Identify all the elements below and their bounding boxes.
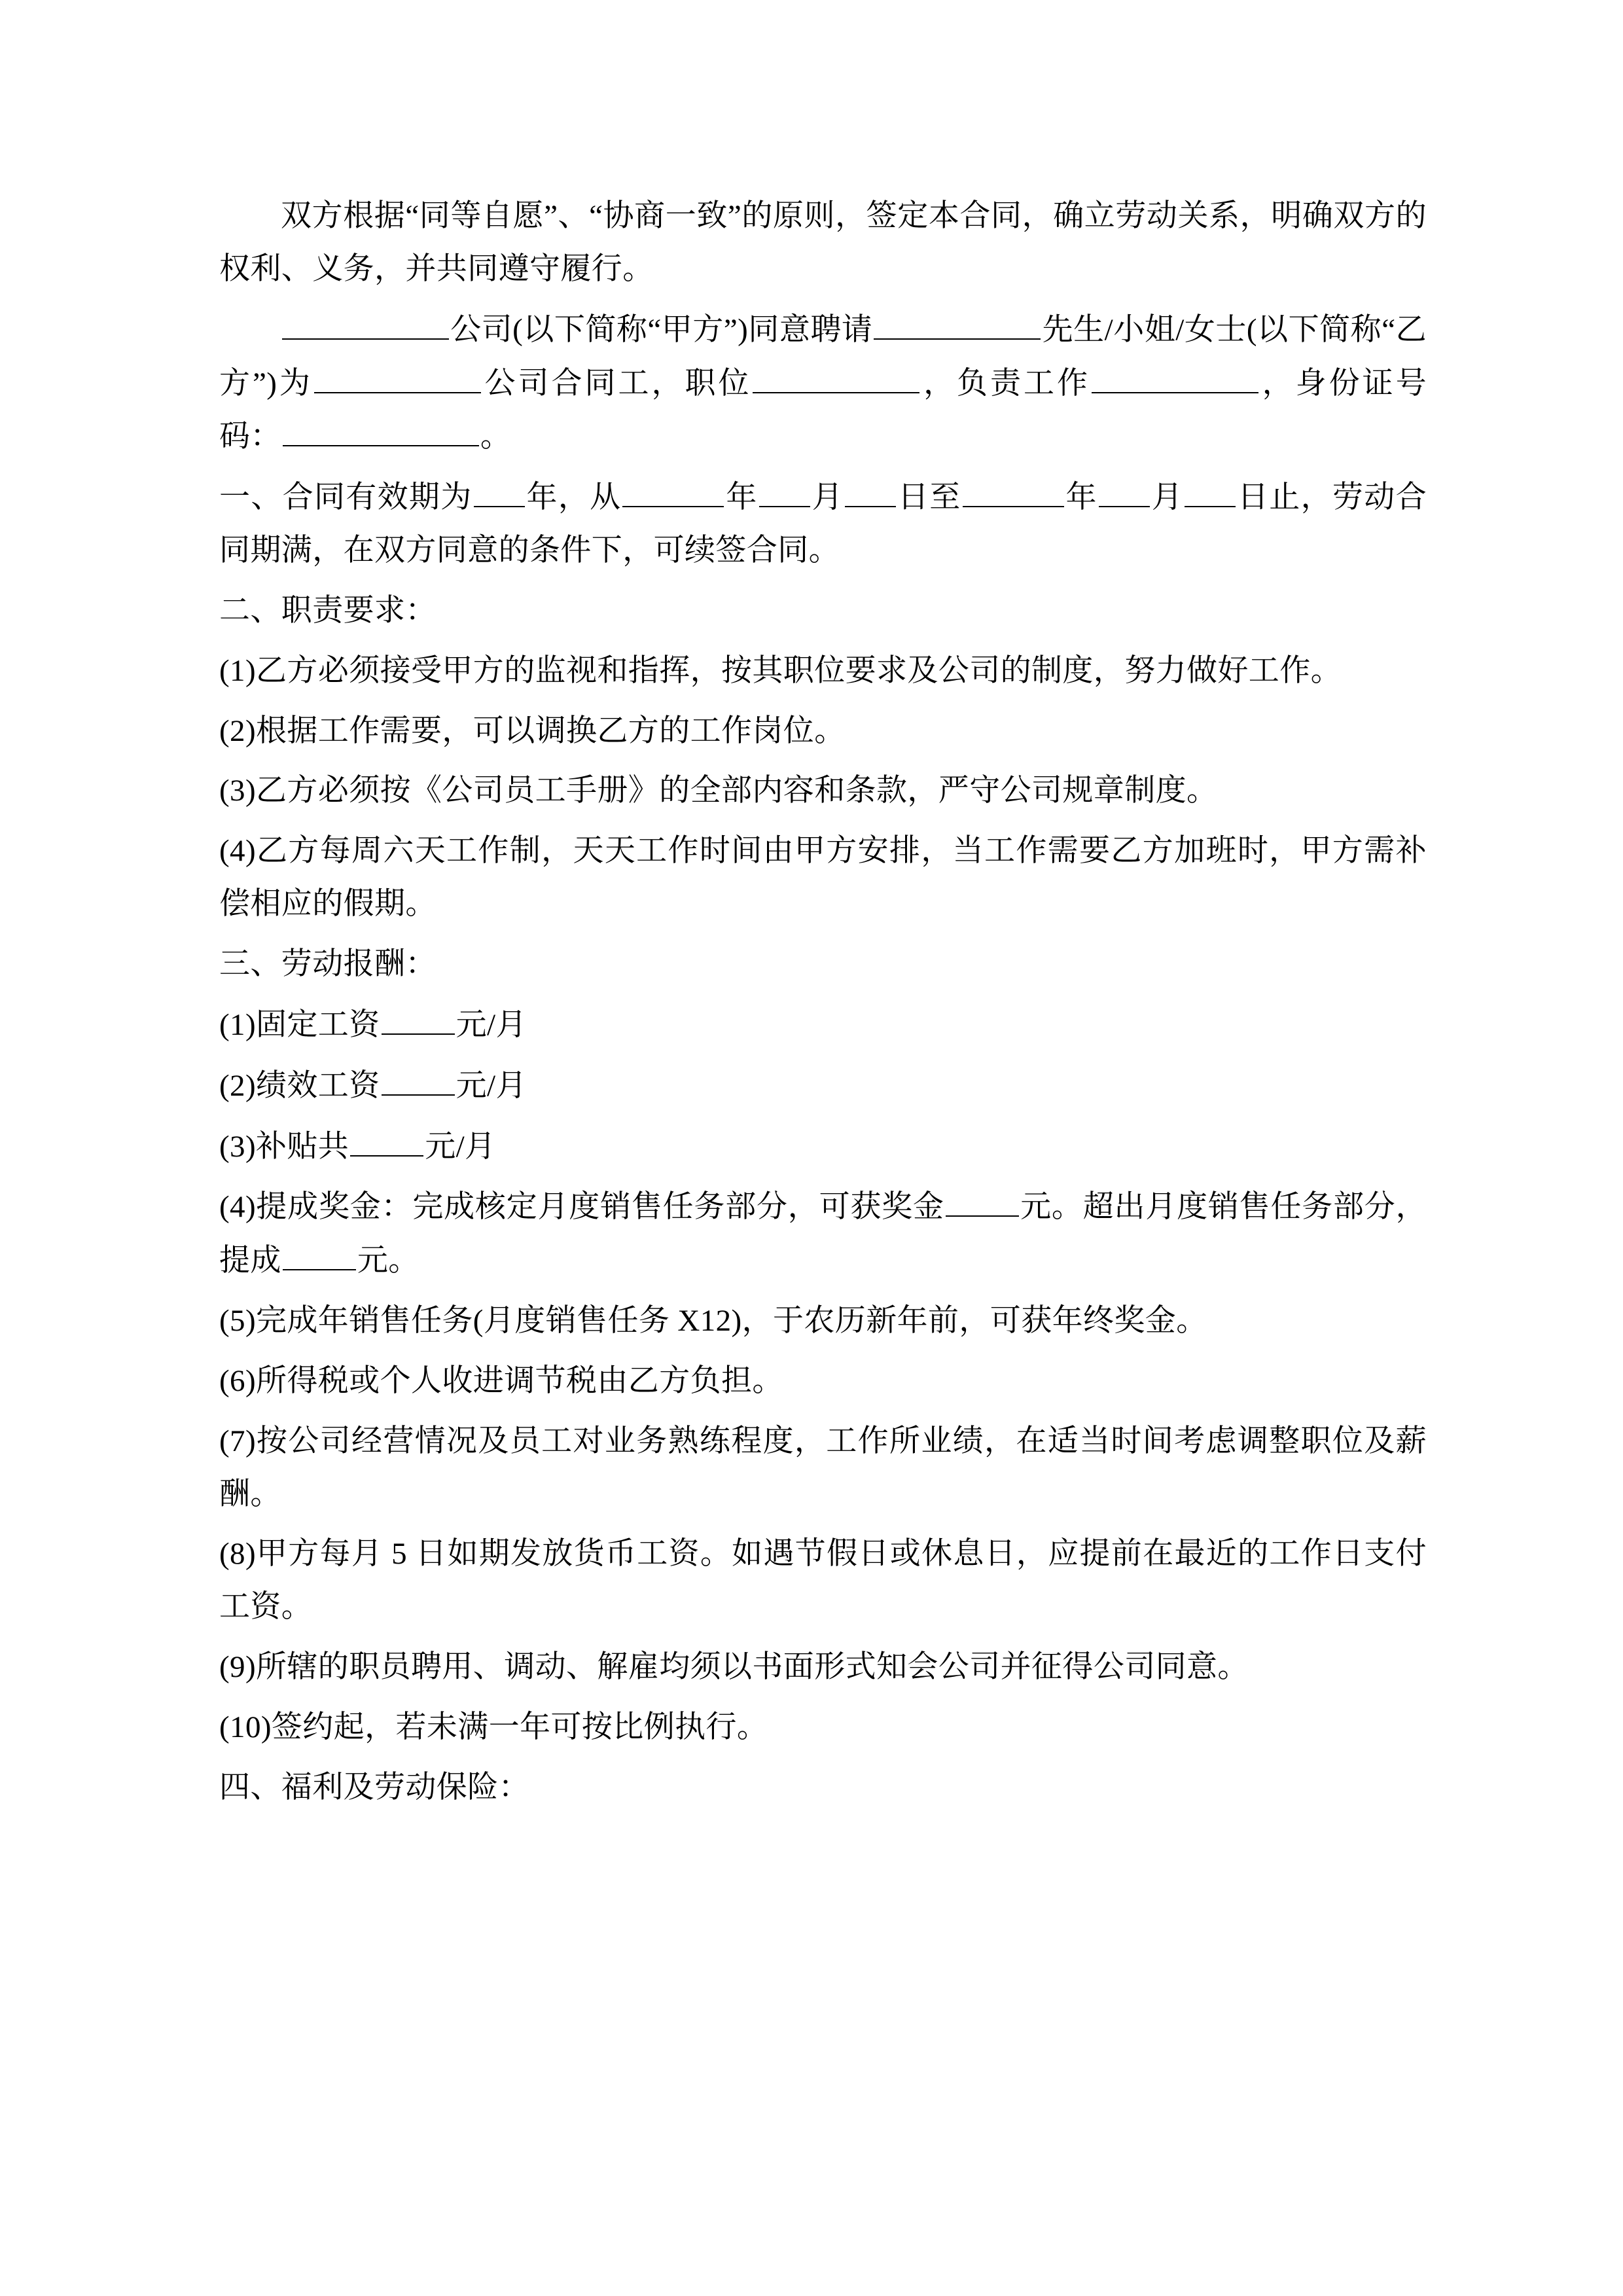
fill-in-blank[interactable] <box>759 471 810 507</box>
paragraph-text: 双方根据“同等自愿”、“协商一致”的原则，签定本合同，确立劳动关系，明确双方的权利、义务，并共同遵守履行。 <box>219 199 1427 286</box>
fill-in-blank[interactable] <box>283 1234 356 1270</box>
paragraph-text: (2)绩效工资 <box>219 1068 380 1103</box>
contract-paragraph <box>219 1180 1427 1287</box>
contract-paragraph <box>219 471 1427 577</box>
contract-paragraph <box>219 1355 1427 1408</box>
contract-paragraph <box>219 1701 1427 1754</box>
paragraph-text: 日止，劳动合同期满，在双方同意的条件下，可续签合同。 <box>219 480 1427 568</box>
paragraph-text: 元/月 <box>425 1129 496 1164</box>
contract-paragraph <box>219 705 1427 758</box>
paragraph-text: 四、福利及劳动保险： <box>219 1770 529 1804</box>
contract-paragraph <box>219 1761 1427 1814</box>
contract-paragraph <box>219 584 1427 637</box>
paragraph-text: 先生/小姐/女士(以下简称“乙方”)为 <box>219 312 1427 401</box>
paragraph-text: ，身份证号码： <box>219 366 1427 454</box>
contract-paragraph <box>219 1641 1427 1694</box>
paragraph-text: (3)乙方必须按《公司员工手册》的全部内容和条款，严守公司规章制度。 <box>219 774 1218 808</box>
paragraph-text: (7)按公司经营情况及员工对业务熟练程度，工作所业绩，在适当时间考虑调整职位及薪酬。 <box>219 1424 1427 1511</box>
fill-in-blank[interactable] <box>474 471 525 507</box>
paragraph-text: 月 <box>1150 480 1184 515</box>
paragraph-text: 。 <box>480 420 512 454</box>
paragraph-text: 元。超出月度销售任务部分，提成 <box>219 1190 1427 1278</box>
paragraph-text: 二、职责要求： <box>219 593 437 628</box>
contract-paragraph <box>219 825 1427 931</box>
paragraph-text: (1)乙方必须接受甲方的监视和指挥，按其职位要求及公司的制度，努力做好工作。 <box>219 653 1342 688</box>
paragraph-text: 元。 <box>357 1244 419 1278</box>
paragraph-text: (3)补贴共 <box>219 1129 349 1164</box>
contract-body <box>219 190 1427 1814</box>
paragraph-text: 公司(以下简称“甲方”)同意聘请 <box>450 312 873 347</box>
fill-in-blank[interactable] <box>753 357 919 393</box>
fill-in-blank[interactable] <box>845 471 896 507</box>
paragraph-text: 元/月 <box>455 1007 527 1042</box>
fill-in-blank[interactable] <box>382 998 455 1035</box>
paragraph-text: 年，从 <box>526 480 622 515</box>
fill-in-blank[interactable] <box>874 303 1041 340</box>
paragraph-text: (4)乙方每周六天工作制，天天工作时间由甲方安排，当工作需要乙方加班时，甲方需补偿相应的假期。 <box>219 834 1427 922</box>
paragraph-text: 月 <box>811 480 844 515</box>
paragraph-text: 元/月 <box>455 1068 527 1103</box>
paragraph-text: 公司合同工，职位 <box>482 366 752 401</box>
paragraph-text: (4)提成奖金：完成核定月度销售任务部分，可获奖金 <box>219 1190 944 1225</box>
fill-in-blank[interactable] <box>1099 471 1150 507</box>
paragraph-text: 年 <box>725 480 758 515</box>
contract-paragraph <box>219 1295 1427 1348</box>
paragraph-text: (1)固定工资 <box>219 1007 380 1042</box>
contract-paragraph <box>219 998 1427 1052</box>
fill-in-blank[interactable] <box>282 303 449 340</box>
contract-paragraph <box>219 645 1427 698</box>
paragraph-text: 日至 <box>897 480 961 515</box>
contract-paragraph <box>219 1120 1427 1174</box>
fill-in-blank[interactable] <box>963 471 1064 507</box>
contract-paragraph <box>219 1528 1427 1634</box>
paragraph-text: (2)根据工作需要，可以调换乙方的工作岗位。 <box>219 713 846 748</box>
fill-in-blank[interactable] <box>1185 471 1236 507</box>
fill-in-blank[interactable] <box>946 1180 1019 1217</box>
contract-paragraph <box>219 764 1427 817</box>
fill-in-blank[interactable] <box>1092 357 1258 393</box>
paragraph-text: ，负责工作 <box>921 366 1091 401</box>
fill-in-blank[interactable] <box>382 1059 455 1096</box>
contract-paragraph <box>219 190 1427 296</box>
paragraph-text: 三、劳动报酬： <box>219 946 437 981</box>
contract-paragraph <box>219 938 1427 991</box>
fill-in-blank[interactable] <box>622 471 724 507</box>
paragraph-text: 年 <box>1065 480 1097 515</box>
paragraph-text: 一、合同有效期为 <box>219 480 473 515</box>
contract-paragraph <box>219 1415 1427 1521</box>
contract-paragraph <box>219 1059 1427 1113</box>
paragraph-text: (10)签约起，若未满一年可按比例执行。 <box>219 1710 768 1744</box>
fill-in-blank[interactable] <box>283 410 479 446</box>
paragraph-text: (6)所得税或个人收进调节税由乙方负担。 <box>219 1363 783 1398</box>
paragraph-text: (9)所辖的职员聘用、调动、解雇均须以书面形式知会公司并征得公司同意。 <box>219 1650 1249 1685</box>
paragraph-text: (5)完成年销售任务(月度销售任务 X12)，于农历新年前，可获年终奖金。 <box>219 1304 1207 1338</box>
paragraph-text: (8)甲方每月 5 日如期发放货币工资。如遇节假日或休息日，应提前在最近的工作日支付工资。 <box>219 1537 1427 1624</box>
fill-in-blank[interactable] <box>350 1120 423 1157</box>
fill-in-blank[interactable] <box>314 357 481 393</box>
contract-paragraph <box>219 303 1427 464</box>
